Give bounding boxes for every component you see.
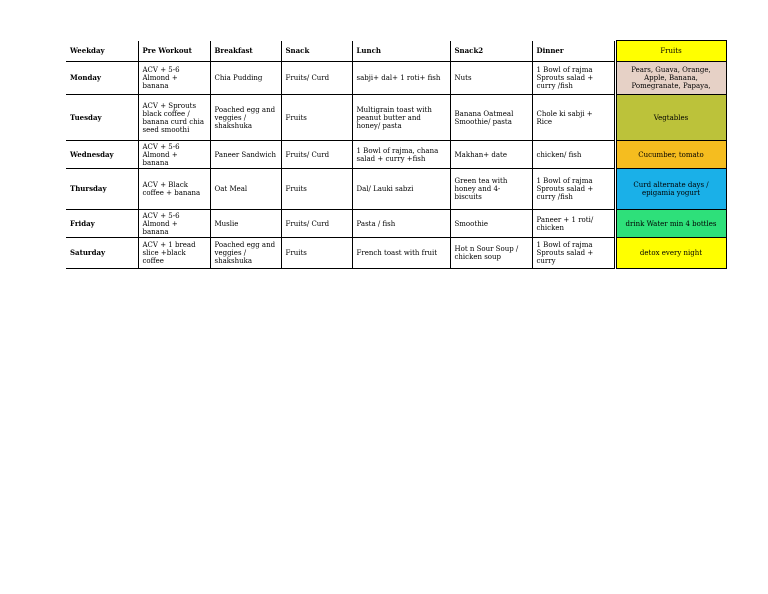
pre-workout-cell: ACV + Sprouts black coffee / banana curd chia seed smoothi [138,95,210,141]
table-row [66,169,726,210]
snack2-cell: Hot n Sour Soup / chicken soup [450,238,532,269]
diet-plan-table [66,40,727,269]
table-row [66,62,726,95]
header-weekday: Weekday [66,41,138,62]
table-row [66,95,726,141]
dinner-cell: Paneer + 1 roti/ chicken [532,210,614,238]
dinner-cell: 1 Bowl of rajma Sprouts salad + curry /fish [532,169,614,210]
side-note-cell: Vegtables [616,95,726,141]
pre-workout-cell: ACV + 5-6 Almond + banana [138,210,210,238]
dinner-cell: chicken/ fish [532,141,614,169]
snack-cell: Fruits/ Curd [281,62,352,95]
header-pre-workout: Pre Workout [138,41,210,62]
header-lunch: Lunch [352,41,450,62]
pre-workout-cell: ACV + 5-6 Almond + banana [138,62,210,95]
weekday-cell: Saturday [66,238,138,269]
header-row [66,41,726,62]
weekday-cell: Friday [66,210,138,238]
header-dinner: Dinner [532,41,614,62]
weekday-cell: Wednesday [66,141,138,169]
snack-cell: Fruits/ Curd [281,141,352,169]
side-note-cell: Pears, Guava, Orange, Apple, Banana, Pomegranate, Papaya, [616,62,726,95]
header-breakfast: Breakfast [210,41,281,62]
snack-cell: Fruits/ Curd [281,210,352,238]
lunch-cell: French toast with fruit [352,238,450,269]
weekday-cell: Monday [66,62,138,95]
breakfast-cell: Muslie [210,210,281,238]
lunch-cell: 1 Bowl of rajma, chana salad + curry +fish [352,141,450,169]
breakfast-cell: Poached egg and veggies / shakshuka [210,238,281,269]
side-note-cell: Curd alternate days / epigamia yogurt [616,169,726,210]
pre-workout-cell: ACV + 5-6 Almond + banana [138,141,210,169]
table-row [66,238,726,269]
side-note-cell: Cucumber, tomato [616,141,726,169]
weekday-cell: Thursday [66,169,138,210]
breakfast-cell: Poached egg and veggies / shakshuka [210,95,281,141]
snack-cell: Fruits [281,238,352,269]
dinner-cell: 1 Bowl of rajma Sprouts salad + curry /fish [532,62,614,95]
lunch-cell: Dal/ Lauki sabzi [352,169,450,210]
snack2-cell: Makhan+ date [450,141,532,169]
snack-cell: Fruits [281,95,352,141]
lunch-cell: Pasta / fish [352,210,450,238]
dinner-cell: 1 Bowl of rajma Sprouts salad + curry [532,238,614,269]
dinner-cell: Chole ki sabji + Rice [532,95,614,141]
side-note-cell: drink Water min 4 bottles [616,210,726,238]
snack-cell: Fruits [281,169,352,210]
table-row [66,210,726,238]
lunch-cell: Multigrain toast with peanut butter and honey/ pasta [352,95,450,141]
pre-workout-cell: ACV + 1 bread slice +black coffee [138,238,210,269]
header-snack: Snack [281,41,352,62]
snack2-cell: Banana Oatmeal Smoothie/ pasta [450,95,532,141]
snack2-cell: Smoothie [450,210,532,238]
table-row [66,141,726,169]
lunch-cell: sabji+ dal+ 1 roti+ fish [352,62,450,95]
breakfast-cell: Paneer Sandwich [210,141,281,169]
header-snack2: Snack2 [450,41,532,62]
pre-workout-cell: ACV + Black coffee + banana [138,169,210,210]
snack2-cell: Green tea with honey and 4- biscuits [450,169,532,210]
side-note-cell: detox every night [616,238,726,269]
weekday-cell: Tuesday [66,95,138,141]
breakfast-cell: Chia Pudding [210,62,281,95]
side-header-fruits: Fruits [616,41,726,62]
breakfast-cell: Oat Meal [210,169,281,210]
snack2-cell: Nuts [450,62,532,95]
